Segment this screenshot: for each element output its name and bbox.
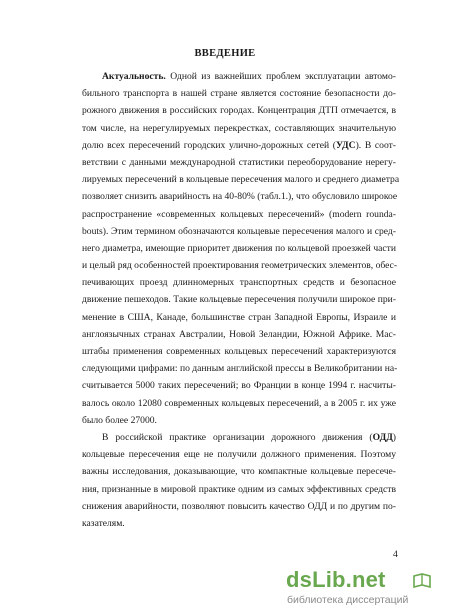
text-line: менение в США, Канаде, большинстве стран Западной Европы, Израиле и xyxy=(82,311,396,323)
text-line: позволяет снизить аварийность на 40-80% (табл.1.), что обусловило широкое xyxy=(82,191,398,203)
text-line-with-abbreviation xyxy=(82,137,396,154)
abbreviation-uds: УДС xyxy=(335,139,356,151)
line-text: ) xyxy=(392,431,396,443)
text-line: bouts). Этим термином обозначаются кольцевые пересечения малого и сред- xyxy=(82,225,396,237)
paragraph-1-line-1 xyxy=(82,68,396,85)
text-line: валось около 12080 современных кольцевых пересечений, а в 2005 г. их уже xyxy=(82,397,396,409)
text-line: движение пешеходов. Такие кольцевые пересечения получили широкое при- xyxy=(82,294,396,306)
text-line: бильного транспорта в нашей стране является состояние безопасности до- xyxy=(82,88,396,100)
book-icon xyxy=(412,571,432,591)
dslib-watermark xyxy=(286,567,450,611)
paragraph-2-line-1 xyxy=(82,429,396,446)
line-text: В российской практике организации дорожного движения ( xyxy=(102,431,373,443)
text-line: штабы применения современных кольцевых пересечений характеризуются xyxy=(82,346,396,357)
text-line: англоязычных странах Австралии, Новой Зеландии, Южной Африке. Мас- xyxy=(82,328,396,340)
section-heading: ВВЕДЕНИЕ xyxy=(194,48,256,59)
text-line: него диаметра, имеющие приоритет движения по кольцевой проезжей части xyxy=(82,242,396,254)
text-line: следующими цифрами: по данным английской прессы в Великобритании на- xyxy=(82,363,398,375)
abbreviation-odd: ОДД xyxy=(372,431,393,443)
line-text: долю всех пересечений городских улично-дорожных сетей ( xyxy=(82,139,336,151)
text-line: снижения аварийности, позволяют повысить качество ОДД и по другим по- xyxy=(82,500,396,512)
text-line: и целый ряд особенностей проектирования геометрических элементов, обес- xyxy=(82,260,398,272)
text-line: важны исследования, доказывающие, что компактные кольцевые пересече- xyxy=(82,466,396,478)
text-line: считывается 5000 таких пересечений; во Франции в конце 1994 г. насчиты- xyxy=(82,380,396,392)
text-line: ветствии с данными международной статистики переоборудование нерегу- xyxy=(82,156,396,168)
text-line: кольцевые пересечения еще не получили должного применения. Поэтому xyxy=(82,449,396,461)
text-line: ния, признанные в мировой практике одним из самых эффективных средств xyxy=(82,483,396,495)
line-text: Одной из важнейших проблем эксплуатации автомо- xyxy=(165,71,396,82)
watermark-logo: dsLib.net xyxy=(286,567,386,592)
paragraph-2-last-line: казателям. xyxy=(82,517,125,529)
text-line: рожного движения в российских городах. Концентрация ДТП отмечается, в xyxy=(82,105,396,117)
text-line: том числе, на нерегулируемых перекрестках, составляющих значительную xyxy=(82,122,396,134)
page-number: 4 xyxy=(393,549,398,560)
text-line: печивающих проезд длинномерных транспортных средств и безопасное xyxy=(82,277,396,289)
watermark-subtitle: библиотека диссертаций xyxy=(287,594,409,606)
text-line: распространение «современных кольцевых пересечений» (modern rounda- xyxy=(82,208,396,220)
body-text xyxy=(82,68,400,532)
lead-term: Актуальность. xyxy=(102,71,166,82)
paragraph-1-last-line: было более 27000. xyxy=(82,414,157,426)
line-text: ). В соот- xyxy=(355,139,396,151)
text-line: лируемых пересечений в кольцевые пересечения малого и среднего диаметра xyxy=(82,174,400,186)
